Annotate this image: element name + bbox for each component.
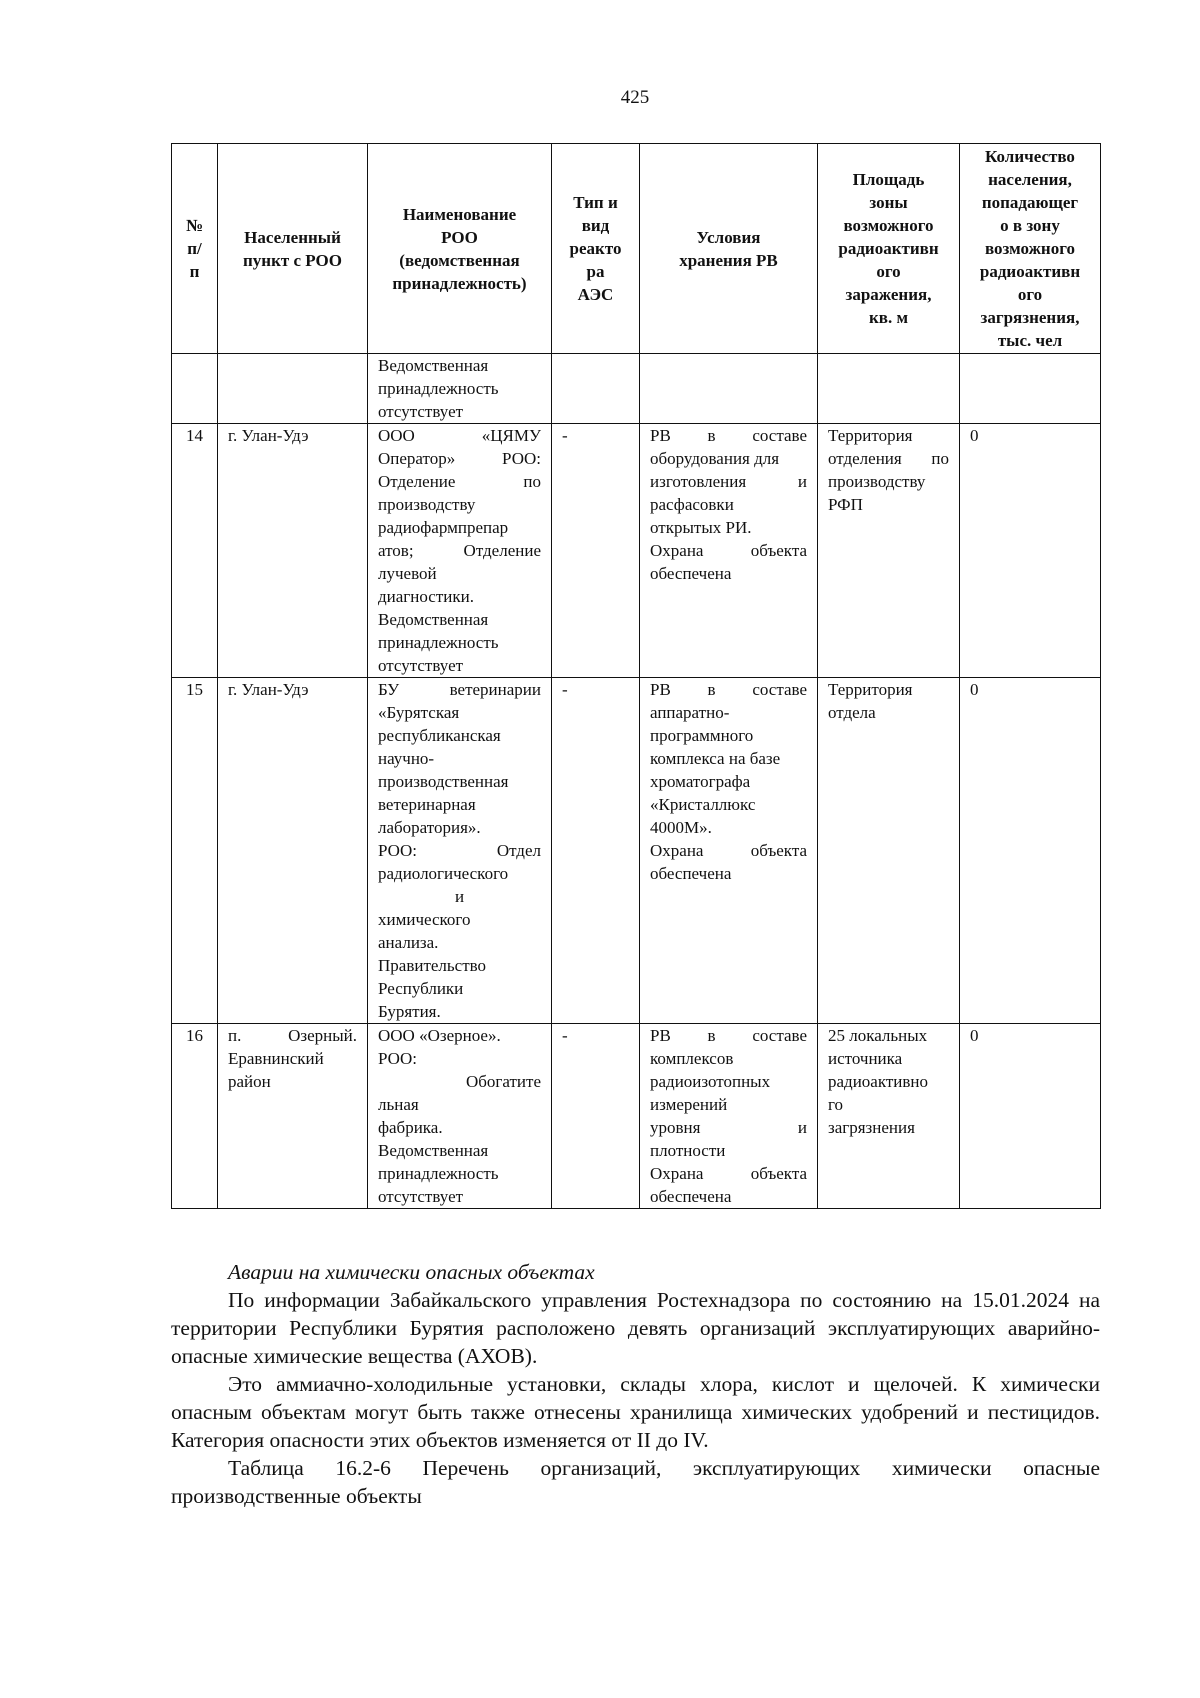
header-text: вид: [581, 216, 610, 235]
area-line: источника: [828, 1049, 903, 1068]
name-line: БУ ветеринарии: [378, 680, 541, 699]
name-line: лаборатория».: [378, 818, 481, 837]
storage-cell: [640, 1024, 818, 1209]
storage-line: обеспечена: [650, 564, 732, 583]
name-line: и: [454, 887, 465, 906]
table-caption: Таблица 16.2-6 Перечень организаций, эксплуатирующих химически опасные производственные объекты: [171, 1456, 1100, 1508]
population-cell: 0: [960, 424, 1101, 678]
storage-line: Охрана объекта: [650, 841, 807, 860]
storage-line: комплексов: [650, 1049, 734, 1068]
header-text: Количество: [985, 147, 1075, 166]
locality-line: п. Озерный.: [228, 1026, 357, 1045]
header-text: кв. м: [868, 308, 909, 327]
header-text: зоны: [869, 193, 908, 212]
header-text: РОО: [441, 227, 478, 247]
storage-line: открытых РИ.: [650, 518, 752, 537]
area-cell: [818, 354, 960, 424]
storage-line: измерений: [650, 1095, 728, 1114]
storage-line: Охрана объекта: [650, 1164, 807, 1183]
header-text: ого: [876, 262, 901, 281]
area-line: Территория: [828, 426, 913, 445]
locality-line: г. Улан-Удэ: [228, 680, 309, 699]
name-line: «Бурятская: [378, 703, 460, 722]
storage-line: программного: [650, 726, 754, 745]
name-line: Ведомственная: [378, 1141, 489, 1160]
name-line: Отделение по: [378, 472, 541, 491]
storage-line: 4000М».: [650, 818, 712, 837]
header-text: Условия: [696, 227, 761, 247]
body-text: [171, 1258, 1100, 1510]
name-line: Бурятия.: [378, 1002, 441, 1021]
header-text: ого: [1017, 285, 1043, 304]
name-line: принадлежность: [378, 1164, 499, 1183]
storage-line: РВ в составе: [650, 426, 807, 445]
area-line: отдела: [828, 703, 876, 722]
name-line: анализа.: [378, 933, 439, 952]
header-cell-area: [818, 144, 960, 354]
page-number: 425: [620, 87, 650, 108]
paragraph: По информации Забайкальского управления Ростехнадзора по состоянию на 15.01.2024 на территории Республики Бурятия расположено девять организаций эксплуатирующих аварийно-опасные химические вещества (АХОВ).: [171, 1288, 1100, 1368]
table-row: [172, 354, 1101, 424]
storage-line: расфасовки: [650, 495, 734, 514]
name-line: РОО: Отдел: [378, 841, 541, 860]
header-text: №: [185, 216, 204, 235]
storage-line: плотности: [650, 1141, 726, 1160]
table-row: [172, 678, 1101, 1024]
name-line: ветеринарная: [378, 795, 476, 814]
population-cell: 0: [960, 1024, 1101, 1209]
area-line: го: [828, 1095, 844, 1114]
storage-cell: [640, 678, 818, 1024]
name-line: Обогатите: [465, 1072, 541, 1091]
header-cell-population: [960, 144, 1101, 354]
header-text: населения,: [988, 170, 1072, 189]
roo-name-cell: [368, 354, 552, 424]
name-line: лучевой: [378, 564, 437, 583]
locality-line: г. Улан-Удэ: [228, 426, 309, 445]
header-text: Населенный: [244, 227, 341, 247]
header-text: попадающег: [981, 193, 1079, 212]
header-text: Площадь: [852, 170, 925, 189]
reactor-cell: [552, 354, 640, 424]
header-text: Тип и: [573, 193, 618, 212]
storage-line: хроматографа: [650, 772, 751, 791]
name-line: Ведомственная: [378, 356, 489, 375]
header-text: возможного: [843, 216, 934, 235]
header-text: загрязнения,: [980, 308, 1080, 327]
roo-name-cell: [368, 424, 552, 678]
storage-line: Охрана объекта: [650, 541, 807, 560]
reactor-cell: -: [552, 424, 640, 678]
storage-line: изготовления и: [650, 472, 807, 491]
header-text: АЭС: [577, 285, 614, 304]
area-line: РФП: [828, 495, 863, 514]
name-line: отсутствует: [378, 402, 464, 421]
name-line: ООО «Озерное».: [378, 1026, 501, 1045]
storage-line: комплекса на базе: [650, 749, 781, 768]
row-number: 14: [172, 424, 218, 678]
roo-table: [171, 143, 1101, 1209]
area-cell: [818, 1024, 960, 1209]
header-text: п/: [187, 239, 202, 258]
row-number: [172, 354, 218, 424]
section-title: Аварии на химически опасных объектах: [228, 1260, 595, 1284]
area-line: загрязнения: [828, 1118, 915, 1137]
header-cell-reactor: [552, 144, 640, 354]
name-line: ООО «ЦЯМУ: [378, 426, 541, 445]
locality-line: район: [228, 1072, 271, 1091]
header-cell-locality: [218, 144, 368, 354]
area-cell: [818, 424, 960, 678]
area-line: Территория: [828, 680, 913, 699]
name-line: радиологического: [378, 864, 509, 883]
name-line: республиканская: [378, 726, 501, 745]
area-line: отделения по: [828, 449, 949, 468]
population-cell: 0: [960, 678, 1101, 1024]
storage-line: оборудования для: [650, 449, 780, 468]
area-line: производству: [828, 472, 926, 491]
name-line: Ведомственная: [378, 610, 489, 629]
name-line: Правительство: [378, 956, 487, 975]
header-text: пункт с РОО: [242, 250, 342, 270]
header-cell-number: [172, 144, 218, 354]
name-line: атов; Отделение: [378, 541, 541, 560]
name-line: Республики: [378, 979, 464, 998]
name-line: производству: [378, 495, 476, 514]
header-text: принадлежность): [392, 273, 527, 293]
storage-cell: [640, 424, 818, 678]
storage-line: «Кристаллюкс: [650, 795, 756, 814]
name-line: льная: [378, 1095, 419, 1114]
name-line: принадлежность: [378, 379, 499, 398]
area-line: 25 локальных: [828, 1026, 928, 1045]
storage-line: аппаратно-: [650, 703, 730, 722]
name-line: диагностики.: [378, 587, 474, 606]
header-text: о в зону: [1000, 216, 1060, 235]
header-text: (ведомственная: [399, 250, 520, 270]
header-text: тыс. чел: [997, 331, 1063, 350]
table-row: [172, 1024, 1101, 1209]
population-cell: [960, 354, 1101, 424]
storage-line: обеспечена: [650, 1187, 732, 1206]
table-header-row: [172, 144, 1101, 354]
roo-name-cell: [368, 1024, 552, 1209]
storage-line: уровня и: [650, 1118, 807, 1137]
row-number: 16: [172, 1024, 218, 1209]
reactor-cell: -: [552, 1024, 640, 1209]
storage-line: РВ в составе: [650, 680, 807, 699]
name-line: научно-: [378, 749, 435, 768]
name-line: производственная: [378, 772, 509, 791]
header-text: хранения РВ: [679, 250, 778, 270]
header-text: Наименование: [402, 204, 517, 224]
name-line: химического: [378, 910, 471, 929]
name-line: РОО:: [378, 1049, 417, 1068]
paragraph: Это аммиачно-холодильные установки, склады хлора, кислот и щелочей. К химически опасным объектам могут быть также отнесены хранилища химических удобрений и пестицидов. Категория опасности этих объектов изменяется от II до IV.: [171, 1372, 1100, 1452]
header-cell-storage: [640, 144, 818, 354]
area-line: радиоактивно: [828, 1072, 929, 1091]
row-number: 15: [172, 678, 218, 1024]
header-text: ра: [586, 262, 605, 281]
locality-cell: [218, 354, 368, 424]
header-cell-name: [368, 144, 552, 354]
header-text: радиоактивн: [979, 262, 1081, 281]
header-text: возможного: [984, 239, 1075, 258]
name-line: Оператор» РОО:: [378, 449, 541, 468]
area-cell: [818, 678, 960, 1024]
header-text: заражения,: [845, 285, 932, 304]
name-line: радиофармпрепар: [378, 518, 509, 537]
header-text: радиоактивн: [838, 239, 939, 258]
locality-cell: [218, 1024, 368, 1209]
storage-line: РВ в составе: [650, 1026, 807, 1045]
storage-cell: [640, 354, 818, 424]
storage-line: радиоизотопных: [650, 1072, 771, 1091]
name-line: отсутствует: [378, 1187, 464, 1206]
header-text: п: [189, 262, 200, 281]
locality-cell: [218, 424, 368, 678]
storage-line: обеспечена: [650, 864, 732, 883]
name-line: принадлежность: [378, 633, 499, 652]
table-row: [172, 424, 1101, 678]
locality-line: Еравнинский: [228, 1049, 324, 1068]
roo-name-cell: [368, 678, 552, 1024]
header-text: реакто: [569, 239, 622, 258]
reactor-cell: -: [552, 678, 640, 1024]
locality-cell: [218, 678, 368, 1024]
name-line: фабрика.: [378, 1118, 443, 1137]
name-line: отсутствует: [378, 656, 464, 675]
